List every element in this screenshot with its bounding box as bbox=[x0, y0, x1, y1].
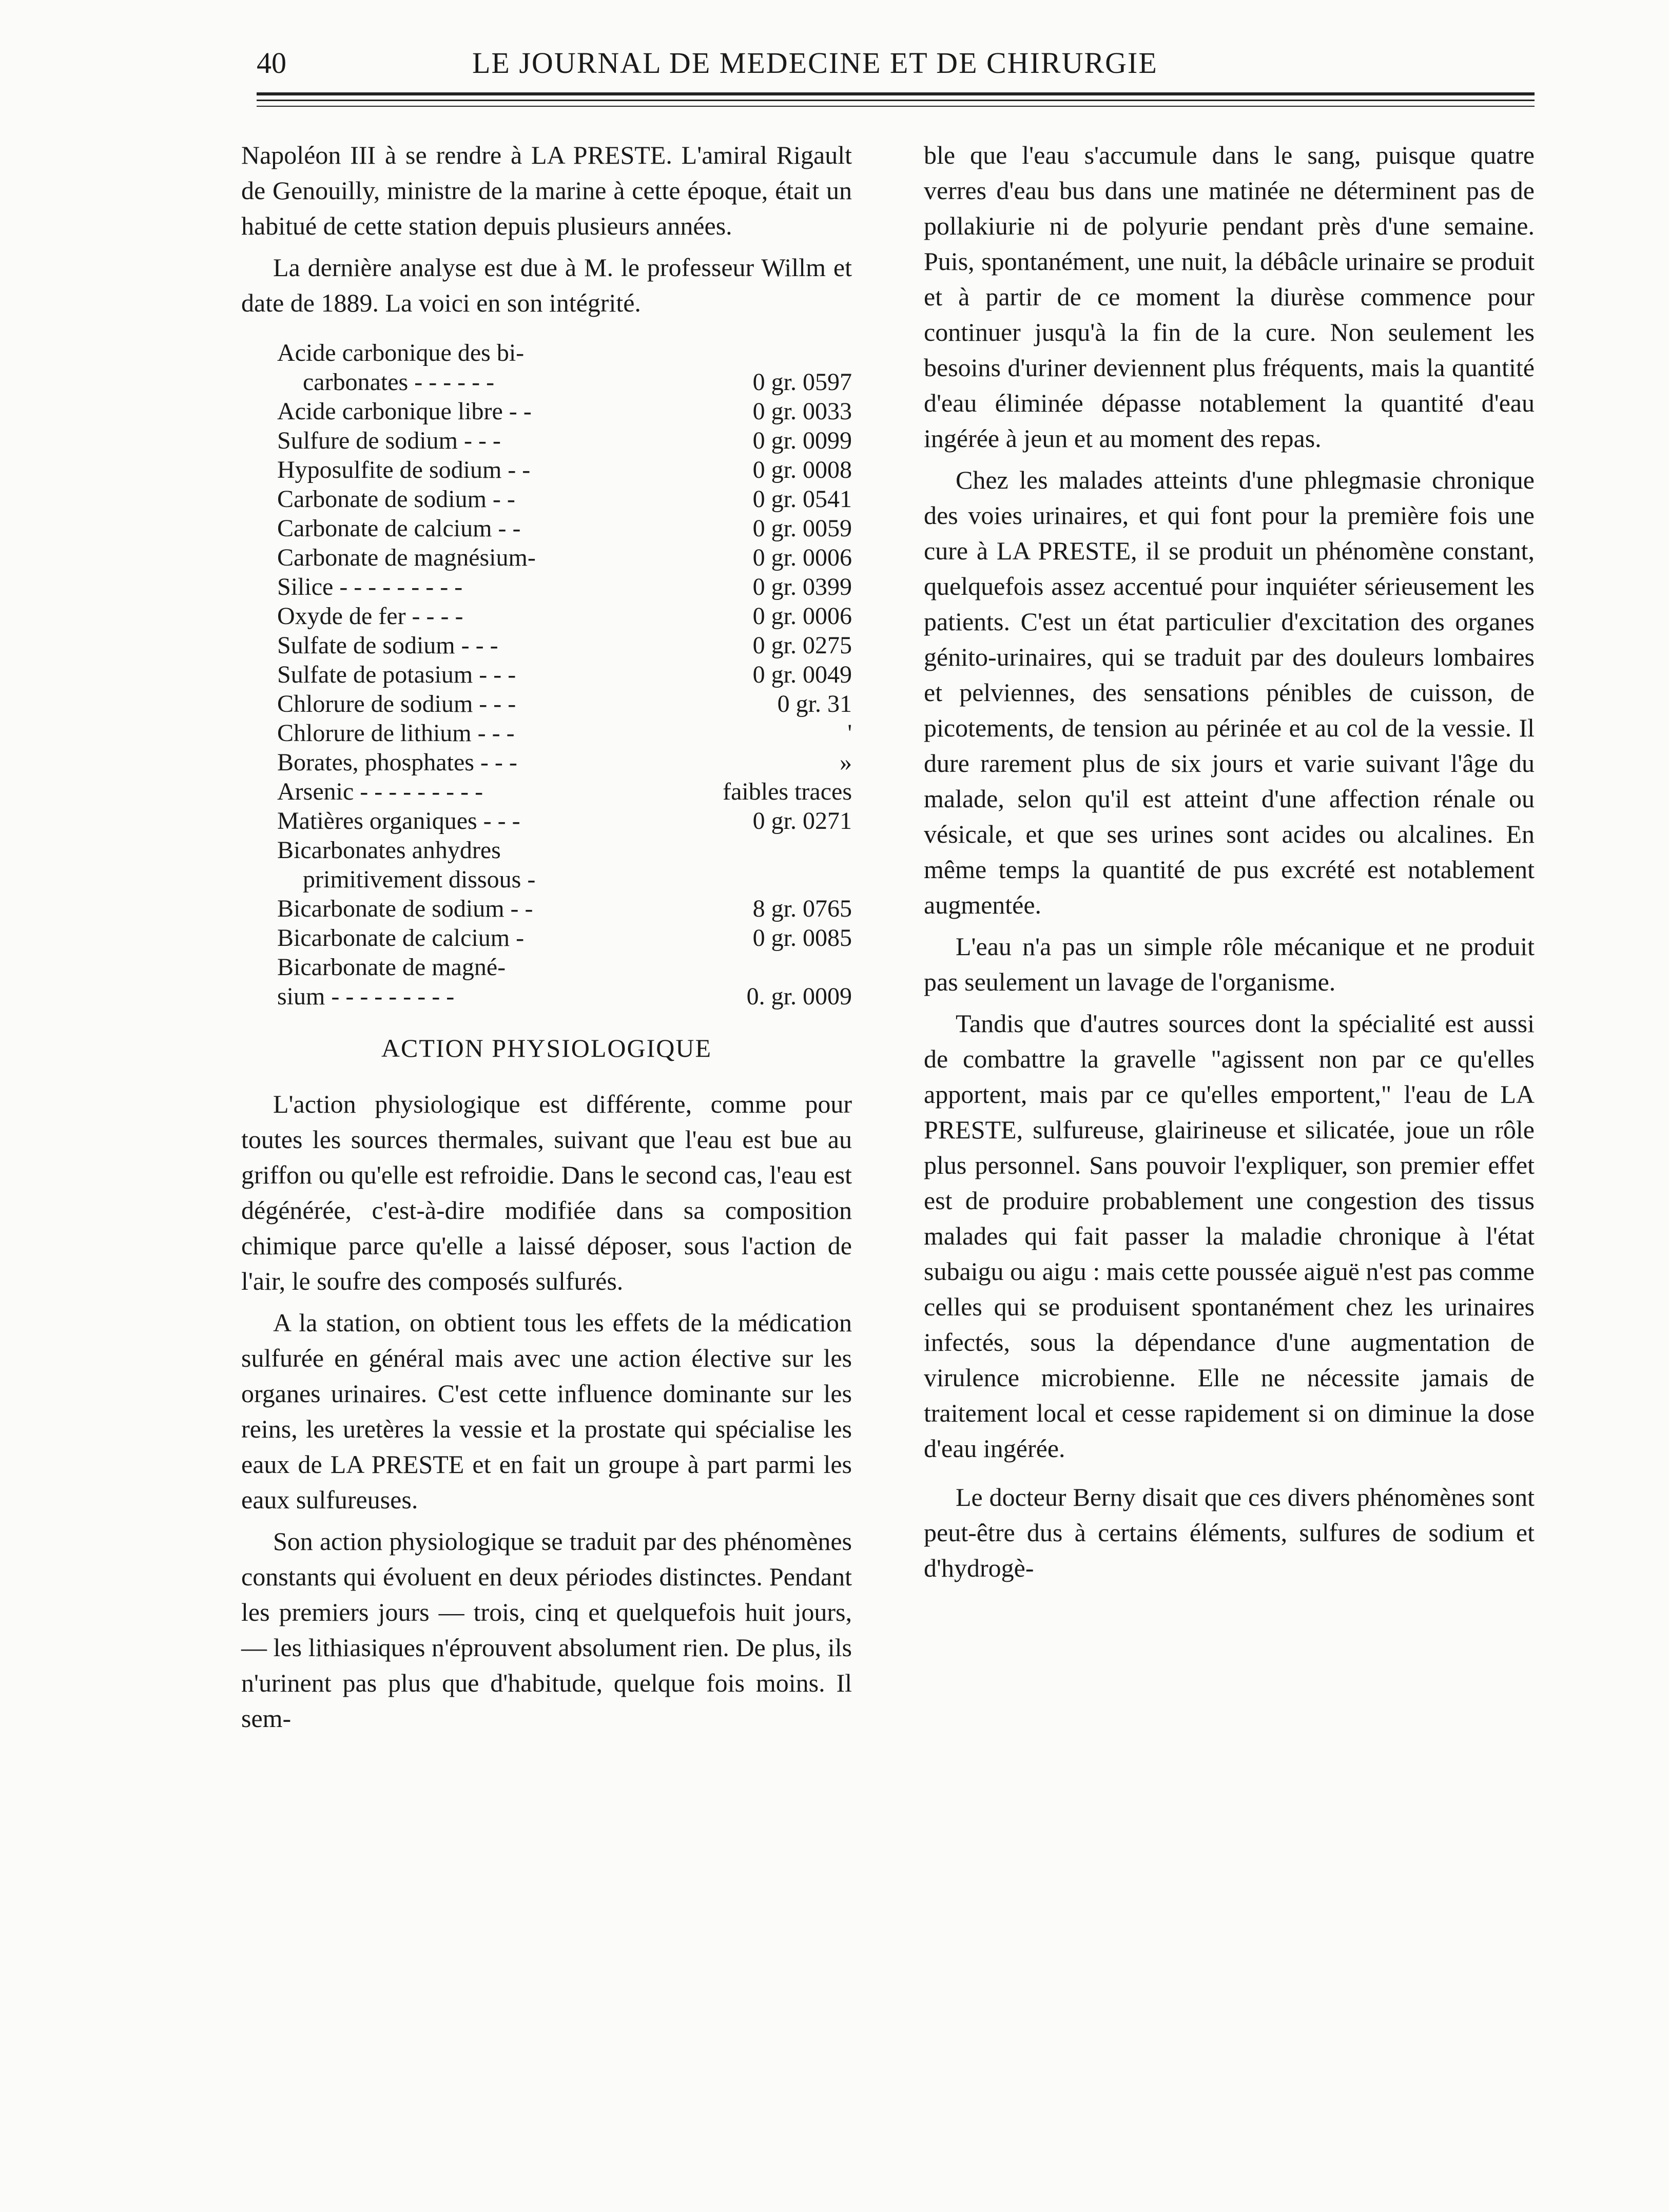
analysis-substance: primitivement dissous - bbox=[303, 866, 536, 893]
analysis-row bbox=[277, 601, 852, 631]
analysis-substance: Arsenic - - - - - - - - - bbox=[277, 778, 483, 805]
analysis-substance: Hyposulfite de sodium - - bbox=[277, 456, 531, 483]
analysis-row bbox=[277, 719, 852, 748]
analysis-value bbox=[698, 953, 852, 982]
analysis-row bbox=[277, 455, 852, 484]
paragraph: Napoléon III à se rendre à LA PRESTE. L'amiral Rigault de Genouilly, ministre de la marine à cette époque, était un habitué de cette station depuis plusieurs années. bbox=[241, 141, 852, 240]
analysis-substance: carbonates - - - - - - bbox=[303, 368, 495, 396]
analysis-row bbox=[277, 806, 852, 836]
analysis-row bbox=[277, 543, 852, 572]
analysis-substance: Bicarbonate de calcium - bbox=[277, 924, 525, 952]
analysis-value: 0 gr. 0008 bbox=[752, 456, 852, 483]
analysis-substance: Carbonate de sodium - - bbox=[277, 486, 515, 513]
analysis-row bbox=[277, 836, 852, 865]
analysis-row bbox=[277, 953, 852, 982]
analysis-row bbox=[277, 514, 852, 543]
analysis-value: 0 gr. 0049 bbox=[752, 661, 852, 688]
analysis-value bbox=[698, 338, 852, 367]
analysis-row bbox=[277, 338, 852, 367]
analysis-value: 8 gr. 0765 bbox=[752, 895, 852, 922]
analysis-row bbox=[277, 572, 852, 601]
journal-title: LE JOURNAL DE MEDECINE ET DE CHIRURGIE bbox=[472, 46, 1158, 80]
analysis-row bbox=[277, 777, 852, 806]
analysis-substance: sium - - - - - - - - - bbox=[277, 983, 455, 1010]
paragraph: Le docteur Berny disait que ces divers phénomènes sont peut-être dus à certains éléments, sulfures de sodium et d'hydrogè- bbox=[924, 1483, 1535, 1582]
analysis-substance: Bicarbonate de sodium - - bbox=[277, 895, 533, 922]
header-rule bbox=[257, 106, 1535, 107]
analysis-substance: Sulfate de sodium - - - bbox=[277, 632, 498, 659]
right-column bbox=[924, 138, 1535, 1586]
analysis-value bbox=[698, 865, 852, 894]
analysis-row bbox=[277, 631, 852, 660]
paragraph: Chez les malades atteints d'une phlegmasie chronique des voies urinaires, et qui font pour la première fois une cure à LA PRESTE, il se produit un phénomène constant, quelquefois assez accentué pour inquiéter sérieusement les patients. C'est un état particulier d'excitation des organes génito-urinaires, qui se traduit par des douleurs lombaires et pelviennes, des sensations pénibles de cuisson, de picotements, de tension au périnée et au col de la vessie. Il dure rarement plus de six jours et varie suivant l'âge du malade, selon qu'il est atteint d'une affection rénale ou vésicale, et que ses urines sont acides ou alcalines. En même temps la quantité de pus excrété est notablement augmentée. bbox=[924, 465, 1535, 919]
analysis-substance: Chlorure de sodium - - - bbox=[277, 690, 516, 717]
analysis-value: 0 gr. 0275 bbox=[752, 632, 852, 659]
analysis-row bbox=[277, 397, 852, 426]
analysis-substance: Sulfate de potasium - - - bbox=[277, 661, 516, 688]
analysis-value: 0 gr. 0399 bbox=[752, 573, 852, 600]
paragraph: L'action physiologique est différente, comme pour toutes les sources thermales, suivant que l'eau est bue au griffon ou qu'elle est refroidie. Dans le second cas, l'eau est dégénérée, c'est-à-dire modifiée dans sa composition chimique parce qu'elle a laissé déposer, sous l'action de l'air, le soufre des composés sulfurés. bbox=[241, 1090, 852, 1295]
analysis-value: 0 gr. 0006 bbox=[752, 603, 852, 630]
analysis-row bbox=[277, 484, 852, 514]
paragraph: Son action physiologique se traduit par des phénomènes constants qui évoluent en deux périodes distinctes. Pendant les premiers jours — trois, cinq et quelquefois huit jours, — les lithiasiques n'éprouvent absolument rien. De plus, ils n'urinent pas plus que d'habitude, quelque fois moins. Il sem- bbox=[241, 1527, 852, 1733]
analysis-value: 0 gr. 0006 bbox=[752, 544, 852, 571]
section-heading: ACTION PHYSIOLOGIQUE bbox=[381, 1034, 712, 1062]
analysis-value: 0. gr. 0009 bbox=[746, 983, 852, 1010]
analysis-row bbox=[277, 982, 852, 1011]
analysis-substance: Silice - - - - - - - - - bbox=[277, 573, 463, 600]
paragraph: La dernière analyse est due à M. le professeur Willm et date de 1889. La voici en son intégrité. bbox=[241, 253, 852, 317]
analysis-value: faibles traces bbox=[723, 778, 852, 805]
header-rule bbox=[257, 100, 1535, 101]
analysis-value: ' bbox=[847, 720, 852, 747]
analysis-row bbox=[277, 923, 852, 953]
analysis-row bbox=[277, 367, 852, 397]
analysis-value: 0 gr. 31 bbox=[777, 690, 852, 717]
paragraph: A la station, on obtient tous les effets de la médication sulfurée en général mais avec une action élective sur les organes urinaires. C'est cette influence dominante sur les reins, les uretères la vessie et la prostate qui spécialise les eaux de LA PRESTE et en fait un groupe à part parmi les eaux sulfureuses. bbox=[241, 1308, 852, 1514]
analysis-substance: Borates, phosphates - - - bbox=[277, 749, 517, 776]
page-number: 40 bbox=[257, 46, 286, 80]
analysis-substance: Carbonate de magnésium- bbox=[277, 544, 536, 571]
mineral-analysis-table bbox=[277, 338, 852, 1011]
analysis-value bbox=[698, 836, 852, 865]
analysis-substance: Carbonate de calcium - - bbox=[277, 515, 521, 542]
paragraph: Tandis que d'autres sources dont la spécialité est aussi de combattre la gravelle "agissent non par ce qu'elles apportent, mais par ce qu'elles emportent," l'eau de LA PRESTE, sulfureuse, glairineuse et silicatée, joue un rôle plus personnel. Sans pouvoir l'expliquer, son premier effet est de produire probablement une congestion des tissus malades qui fait passer la maladie chronique à l'état subaigu ou aigu : mais cette poussée aiguë n'est pas comme celles qui se produisent spontanément chez les urinaires infectés, sous la dépendance d'une augmentation de virulence microbienne. Elle ne nécessite jamais de traitement local et cesse rapidement si on diminue la dose d'eau ingérée. bbox=[924, 1009, 1535, 1463]
analysis-value: 0 gr. 0033 bbox=[752, 398, 852, 425]
analysis-substance: Acide carbonique des bi- bbox=[277, 339, 525, 366]
analysis-row bbox=[277, 748, 852, 777]
paragraph: L'eau n'a pas un simple rôle mécanique et ne produit pas seulement un lavage de l'organisme. bbox=[924, 932, 1535, 996]
page-header bbox=[257, 40, 1535, 86]
analysis-value: 0 gr. 0541 bbox=[752, 486, 852, 513]
left-column bbox=[241, 138, 852, 1736]
analysis-row bbox=[277, 660, 852, 689]
analysis-substance: Sulfure de sodium - - - bbox=[277, 427, 501, 454]
analysis-substance: Bicarbonate de magné- bbox=[277, 954, 506, 981]
analysis-value: 0 gr. 0597 bbox=[752, 368, 852, 396]
analysis-value: 0 gr. 0059 bbox=[752, 515, 852, 542]
analysis-substance: Matières organiques - - - bbox=[277, 807, 520, 835]
analysis-row bbox=[277, 865, 852, 894]
analysis-substance: Bicarbonates anhydres bbox=[277, 837, 501, 864]
analysis-substance: Oxyde de fer - - - - bbox=[277, 603, 463, 630]
analysis-row bbox=[277, 689, 852, 719]
header-rule bbox=[257, 92, 1535, 95]
analysis-value: 0 gr. 0099 bbox=[752, 427, 852, 454]
analysis-value: » bbox=[840, 749, 852, 776]
analysis-row bbox=[277, 894, 852, 923]
analysis-value: 0 gr. 0085 bbox=[752, 924, 852, 952]
analysis-row bbox=[277, 426, 852, 455]
paragraph: ble que l'eau s'accumule dans le sang, puisque quatre verres d'eau bus dans une matinée ne déterminent pas de pollakiurie ni de polyurie pendant près d'une semaine. Puis, spontanément, une nuit, la débâcle urinaire se produit et à partir de ce moment la diurèse commence pour continuer jusqu'à la fin de la cure. Non seulement les besoins d'uriner deviennent plus fréquents, mais la quantité d'eau éliminée dépasse notablement la quantité d'eau ingérée à jeun et au moment des repas. bbox=[924, 141, 1535, 453]
analysis-value: 0 gr. 0271 bbox=[752, 807, 852, 835]
analysis-substance: Acide carbonique libre - - bbox=[277, 398, 532, 425]
analysis-substance: Chlorure de lithium - - - bbox=[277, 720, 515, 747]
